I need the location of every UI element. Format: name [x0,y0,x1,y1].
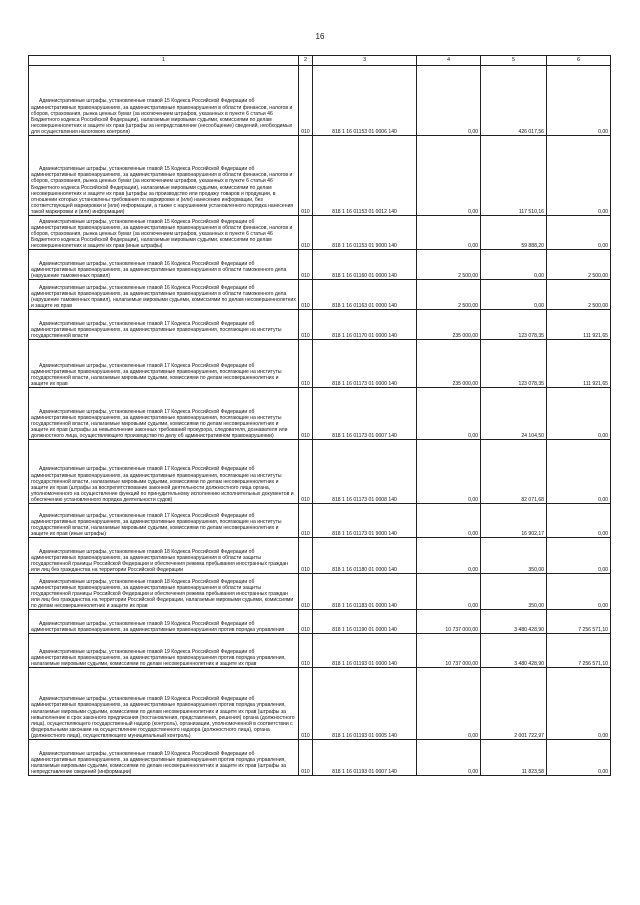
row-budget-code: 818 1 16 01193 01 0005 140 [313,668,417,740]
row-line-code: 010 [299,310,313,340]
row-description [29,66,299,136]
row-line-code: 010 [299,136,313,216]
row-description [29,216,299,250]
table-row [29,668,611,740]
row-line-code: 010 [299,538,313,574]
table-row [29,250,611,280]
row-executed-amount: 59 888,20 [481,216,547,250]
row-approved-amount: 0,00 [417,740,481,776]
row-executed-amount: 0,00 [481,250,547,280]
row-unexecuted-amount: 111 921,65 [547,340,611,388]
row-unexecuted-amount: 0,00 [547,574,611,610]
row-line-code: 010 [299,440,313,504]
row-description [29,634,299,668]
table-row [29,634,611,668]
row-description-text: Административные штрафы, установленные главой 18 Кодекса Российской Федерации об административных правонарушениях, за административные правонарушения в области защиты государственной границы Российской Федерации и обеспечения режима пребывания иностранных граждан или лиц без гражданства на территории Российской Федерации, налагаемые мировыми судьями, комиссиями по делам несовершеннолетних и защите их прав [31,578,294,609]
table-row [29,280,611,310]
header-col-5: 5 [481,56,547,66]
table-row [29,216,611,250]
row-executed-amount: 123 078,35 [481,310,547,340]
row-budget-code: 818 1 16 01193 01 0000 140 [313,634,417,668]
row-description [29,668,299,740]
row-line-code: 010 [299,66,313,136]
row-executed-amount: 16 902,17 [481,504,547,538]
row-unexecuted-amount: 0,00 [547,388,611,440]
row-budget-code: 818 1 16 01153 01 0012 140 [313,136,417,216]
row-line-code: 010 [299,280,313,310]
row-executed-amount: 123 078,35 [481,340,547,388]
row-line-code: 010 [299,740,313,776]
row-budget-code: 818 1 16 01193 01 0007 140 [313,740,417,776]
row-executed-amount: 350,00 [481,538,547,574]
row-description-text: Административные штрафы, установленные главой 19 Кодекса Российской Федерации об административных правонарушениях, за административные правонарушения против порядка управления [31,620,285,633]
row-unexecuted-amount: 7 256 571,10 [547,610,611,634]
table-row [29,574,611,610]
row-executed-amount: 117 510,16 [481,136,547,216]
row-unexecuted-amount: 0,00 [547,66,611,136]
row-description-text: Административные штрафы, установленные главой 15 Кодекса Российской Федерации об административных правонарушениях, за административные правонарушения в области финансов, налогов и сборов, страхования, рынка ценных бумаг (за исключением штрафов, указанных в пункте 6 статьи 46 Бюджетного кодекса Российской Федерации), налагаемые мировыми судьями, комиссиями по делам несовершеннолетних и защите их прав (штрафы за производство или продажу товаров и продукции, в отношении которых установлены требования по маркировке и (или) нанесению информации, без соответствующей маркировки и (или) информации, а также с нарушением установленного порядка нанесения такой маркировки и (или) информации) [31,166,294,215]
row-description-text: Административные штрафы, установленные главой 15 Кодекса Российской Федерации об административных правонарушениях, за административные правонарушения в области финансов, налогов и сборов, страхования, рынка ценных бумаг (за исключением штрафов, указанных в пункте 6 статьи 46 Бюджетного кодекса Российской Федерации), налагаемые мировыми судьями, комиссиями по делам несовершеннолетних и защите их прав (штрафы за непредставление (несообщение) сведений, необходимых для осуществления налогового контроля) [31,98,293,135]
row-description [29,504,299,538]
row-approved-amount: 0,00 [417,504,481,538]
row-description [29,574,299,610]
row-description [29,440,299,504]
row-executed-amount: 24 104,50 [481,388,547,440]
header-col-3: 3 [313,56,417,66]
row-unexecuted-amount: 7 256 571,10 [547,634,611,668]
row-budget-code: 818 1 16 01180 01 0000 140 [313,538,417,574]
row-description-text: Административные штрафы, установленные главой 18 Кодекса Российской Федерации об административных правонарушениях, за административные правонарушения в области защиты государственной границы Российской Федерации и обеспечения режима пребывания иностранных граждан или лиц без гражданства на территории Российской Федерации [31,548,288,573]
row-description-text: Административные штрафы, установленные главой 17 Кодекса Российской Федерации об административных правонарушениях, за административные правонарушения, посягающие на институты государственной власти, налагаемые мировыми судьями, комиссиями по делам несовершеннолетних и защите их прав (штрафы за воспрепятствование законной деятельности должностного лица органа, уполномоченного на осуществление функций по принудительному исполнению исполнительных документов и обеспечению установленного порядка деятельности судов) [31,466,294,503]
table-row [29,388,611,440]
row-budget-code: 818 1 16 01173 01 0007 140 [313,388,417,440]
row-unexecuted-amount: 111 921,65 [547,310,611,340]
header-col-4: 4 [417,56,481,66]
row-line-code: 010 [299,574,313,610]
row-description [29,610,299,634]
row-budget-code: 818 1 16 01173 01 0008 140 [313,440,417,504]
row-description-text: Административные штрафы, установленные главой 17 Кодекса Российской Федерации об административных правонарушениях, за административные правонарушения, посягающие на институты государственной власти, налагаемые мировыми судьями, комиссиями по делам несовершеннолетних и защите их прав (иные штрафы) [31,512,282,537]
table-row [29,610,611,634]
row-description [29,340,299,388]
row-approved-amount: 0,00 [417,388,481,440]
row-executed-amount: 3 480 428,90 [481,610,547,634]
row-unexecuted-amount: 0,00 [547,216,611,250]
row-budget-code: 818 1 16 01190 01 0000 140 [313,610,417,634]
row-budget-code: 818 1 16 01170 01 0000 140 [313,310,417,340]
row-description [29,388,299,440]
row-description [29,740,299,776]
row-approved-amount: 0,00 [417,66,481,136]
header-col-2: 2 [299,56,313,66]
table-row [29,66,611,136]
row-description [29,280,299,310]
table-row [29,310,611,340]
row-executed-amount: 0,00 [481,280,547,310]
row-approved-amount: 0,00 [417,538,481,574]
row-line-code: 010 [299,216,313,250]
row-line-code: 010 [299,668,313,740]
row-unexecuted-amount: 0,00 [547,136,611,216]
row-budget-code: 818 1 16 01153 01 0006 140 [313,66,417,136]
revenue-table [28,55,611,776]
row-description-text: Административные штрафы, установленные главой 16 Кодекса Российской Федерации об административных правонарушениях, за административные правонарушения в области таможенного дела (нарушение таможенных правил) [31,260,287,279]
row-line-code: 010 [299,340,313,388]
table-row [29,538,611,574]
row-unexecuted-amount: 0,00 [547,440,611,504]
row-line-code: 010 [299,610,313,634]
row-budget-code: 818 1 16 01183 01 0000 140 [313,574,417,610]
row-description-text: Административные штрафы, установленные главой 19 Кодекса Российской Федерации об административных правонарушениях, за административные правонарушения против порядка управления, налагаемые мировыми судьями, комиссиями по делам несовершеннолетних и защите их прав (штрафы за невыполнение в срок законного предписания (постановления, представления, решения) органа (должностного лица), осуществляющего государственный надзор (контроль), организации, уполномоченной в соответствии с федеральными законами на осуществление государственного надзора (должностного лица), органа (должностного лица), осуществляющего муниципальный контроль) [31,696,295,739]
row-line-code: 010 [299,388,313,440]
table-row [29,340,611,388]
table-row [29,504,611,538]
row-budget-code: 818 1 16 01173 01 0000 140 [313,340,417,388]
row-budget-code: 818 1 16 01173 01 9000 140 [313,504,417,538]
row-unexecuted-amount: 0,00 [547,504,611,538]
row-description-text: Административные штрафы, установленные главой 16 Кодекса Российской Федерации об административных правонарушениях, за административные правонарушения в области таможенного дела (нарушение таможенных правил), налагаемые мировыми судьями, комиссиями по делам несовершеннолетних и защите их прав [31,284,296,309]
row-executed-amount: 3 480 428,90 [481,634,547,668]
row-approved-amount: 0,00 [417,574,481,610]
row-approved-amount: 0,00 [417,216,481,250]
table-body [29,66,611,776]
row-approved-amount: 0,00 [417,136,481,216]
row-approved-amount: 235 000,00 [417,310,481,340]
row-unexecuted-amount: 0,00 [547,538,611,574]
row-budget-code: 818 1 16 01153 01 9000 140 [313,216,417,250]
table-row [29,740,611,776]
row-unexecuted-amount: 2 500,00 [547,250,611,280]
row-description-text: Административные штрафы, установленные главой 17 Кодекса Российской Федерации об административных правонарушениях, за административные правонарушения, посягающие на институты государственной власти [31,320,282,339]
row-description-text: Административные штрафы, установленные главой 15 Кодекса Российской Федерации об административных правонарушениях, за административные правонарушения в области финансов, налогов и сборов, страхования, рынка ценных бумаг (за исключением штрафов, указанных в пункте 6 статьи 46 Бюджетного кодекса Российской Федерации), налагаемые мировыми судьями, комиссиями по делам несовершеннолетних и защите их прав (иные штрафы) [31,218,293,249]
row-line-code: 010 [299,634,313,668]
row-executed-amount: 82 071,68 [481,440,547,504]
table-row [29,440,611,504]
row-unexecuted-amount: 2 500,00 [547,280,611,310]
row-approved-amount: 10 737 000,00 [417,634,481,668]
table-row [29,136,611,216]
row-line-code: 010 [299,250,313,280]
row-approved-amount: 2 500,00 [417,250,481,280]
row-description [29,538,299,574]
header-row [29,56,611,66]
row-approved-amount: 0,00 [417,440,481,504]
row-description-text: Административные штрафы, установленные главой 17 Кодекса Российской Федерации об административных правонарушениях, за административные правонарушения, посягающие на институты государственной власти, налагаемые мировыми судьями, комиссиями по делам несовершеннолетних и защите их прав [31,362,282,387]
row-description [29,250,299,280]
row-budget-code: 818 1 16 01160 01 0000 140 [313,250,417,280]
row-unexecuted-amount: 0,00 [547,740,611,776]
row-approved-amount: 235 000,00 [417,340,481,388]
row-line-code: 010 [299,504,313,538]
row-description-text: Административные штрафы, установленные главой 19 Кодекса Российской Федерации об административных правонарушениях, за административные правонарушения против порядка управления, налагаемые мировыми судьями, комиссиями по делам несовершеннолетних и защите их прав [31,648,286,667]
row-description-text: Административные штрафы, установленные главой 19 Кодекса Российской Федерации об административных правонарушениях, за административные правонарушения против порядка управления, налагаемые мировыми судьями, комиссиями по делам несовершеннолетних и защите их прав (штрафы за непредставление сведений (информации) [31,750,287,775]
row-executed-amount: 426 017,56 [481,66,547,136]
page-number: 16 [315,32,325,41]
row-executed-amount: 2 001 722,97 [481,668,547,740]
row-executed-amount: 350,00 [481,574,547,610]
row-approved-amount: 2 500,00 [417,280,481,310]
header-col-1: 1 [29,56,299,66]
row-description-text: Административные штрафы, установленные главой 17 Кодекса Российской Федерации об административных правонарушениях, за административные правонарушения, посягающие на институты государственной власти, налагаемые мировыми судьями, комиссиями по делам несовершеннолетних и защите их прав (штрафы за невыполнение законных требований прокурора, следователя, дознавателя или должностного лица, осуществляющего производство по делу об административном правонарушении) [31,408,288,439]
row-description [29,310,299,340]
header-col-6: 6 [547,56,611,66]
row-executed-amount: 11 823,58 [481,740,547,776]
row-approved-amount: 0,00 [417,668,481,740]
row-unexecuted-amount: 0,00 [547,668,611,740]
row-budget-code: 818 1 16 01163 01 0000 140 [313,280,417,310]
row-approved-amount: 10 737 000,00 [417,610,481,634]
row-description [29,136,299,216]
